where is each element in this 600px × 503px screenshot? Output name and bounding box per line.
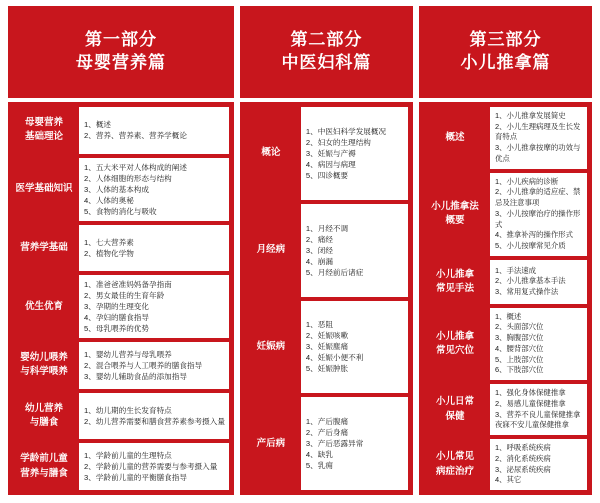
column-2-title-line2: 中医妇科篇 (281, 53, 372, 72)
row-label-line2: 保健 (445, 410, 465, 422)
column-3-body (419, 102, 592, 495)
list-item: 3、妊娠塵痛 (305, 342, 349, 352)
row-label-3-5 (424, 384, 486, 435)
row-label-3-4 (424, 308, 486, 380)
row-label-2-1 (245, 107, 297, 200)
row-label-line2: 与科学喂养 (20, 366, 68, 378)
row-content-3-1 (490, 107, 587, 169)
table-row (245, 301, 408, 394)
column-1-title-line2: 母婴营养篇 (75, 53, 166, 72)
row-label-line1: 优生优育 (24, 300, 63, 312)
row-content-3-4 (490, 308, 587, 380)
table-row (13, 158, 229, 221)
list-item: 2、小儿推拿的适应症、禁忌及注意事项 (494, 187, 581, 208)
row-content-2-2 (301, 204, 408, 297)
row-label-line2: 常见穴位 (435, 344, 474, 356)
row-label-line1: 妊娠病 (256, 340, 286, 352)
row-content-1-2 (79, 158, 229, 221)
column-3-title-line1: 第三部分 (469, 30, 542, 50)
list-item: 3、营养不良儿童保健推拿 (494, 409, 581, 419)
row-content-2-3 (301, 301, 408, 394)
row-label-line1: 小儿日常 (435, 396, 474, 408)
list-item: 5、母乳喂养的优势 (84, 324, 149, 334)
row-content-1-1 (79, 107, 229, 154)
row-label-2-2 (245, 204, 297, 297)
list-item: 1、七大营养素 (84, 237, 134, 247)
list-item: 5、上肢部穴位 (494, 354, 544, 364)
list-item: 1、准爸爸准妈妈备孕指南 (84, 280, 172, 290)
row-content-1-6 (79, 393, 229, 440)
list-item: 4、病因与病理 (305, 159, 356, 169)
list-item: 2、植物化学物 (84, 248, 134, 258)
list-item: 2、易感儿童保健推拿 (494, 398, 566, 408)
table-row (424, 308, 587, 380)
list-item: 4、崩漏 (305, 256, 333, 266)
list-item: 2、痛经 (305, 234, 333, 244)
row-label-line1: 小儿推拿 (435, 268, 474, 280)
row-content-1-4 (79, 275, 229, 338)
row-content-1-5 (79, 342, 229, 389)
column-1-body (8, 102, 234, 495)
list-item: 1、恶阻 (305, 320, 333, 330)
row-label-2-3 (245, 301, 297, 394)
list-item: 1、中医妇科学发展概况 (305, 126, 387, 136)
row-label-1-4 (13, 275, 75, 338)
table-row (424, 107, 587, 169)
column-3-header (419, 6, 592, 98)
row-content-3-3 (490, 260, 587, 304)
list-item: 2、妊娠咳嗽 (305, 331, 349, 341)
list-item: 1、小儿疾病的诊断 (494, 176, 559, 186)
list-item: 5、食物的消化与吸收 (84, 206, 157, 216)
list-item: 3、产后恶露异常 (305, 439, 364, 449)
table-row (13, 342, 229, 389)
list-item: 2、头面部穴位 (494, 322, 544, 332)
row-content-3-5 (490, 384, 587, 435)
list-item: 4、人体的奥秘 (84, 195, 134, 205)
list-item: 6、下肢部穴位 (494, 365, 544, 375)
table-row (13, 393, 229, 440)
list-item: 2、妇女的生理结构 (305, 137, 371, 147)
list-item: 1、手法速成 (494, 265, 537, 275)
row-content-1-3 (79, 225, 229, 272)
table-row (424, 260, 587, 304)
list-item: 5、乳痈 (305, 461, 333, 471)
list-item: 2、产后身痛 (305, 428, 349, 438)
list-item: 3、闭经 (305, 245, 333, 255)
list-item: 1、月经不调 (305, 223, 349, 233)
row-label-1-1 (13, 107, 75, 154)
list-item: 4、缺乳 (305, 450, 333, 460)
row-label-1-2 (13, 158, 75, 221)
list-item: 4、腰背部穴位 (494, 343, 544, 353)
row-label-line2: 基础理论 (24, 131, 63, 143)
table-row (13, 107, 229, 154)
row-label-1-5 (13, 342, 75, 389)
list-item: 1、概述 (494, 311, 522, 321)
row-label-line1: 小儿推拿法 (431, 200, 479, 212)
row-label-1-6 (13, 393, 75, 440)
row-label-line1: 月经病 (256, 244, 286, 255)
list-item: 3、人体的基本构成 (84, 184, 149, 194)
list-item: 3、学龄前儿童的平衡膳食指导 (84, 473, 187, 483)
row-label-1-3 (13, 225, 75, 272)
list-item: 1、学龄前儿童的生理特点 (84, 451, 172, 461)
list-item: 4、其它 (494, 475, 522, 485)
row-content-1-7 (79, 443, 229, 490)
list-item: 5、四诊概要 (305, 170, 349, 180)
column-part-1 (8, 6, 234, 495)
list-item: 1、概述 (84, 120, 112, 130)
column-2-title-line1: 第二部分 (290, 30, 363, 50)
list-item: 3、孕期的生理变化 (84, 302, 149, 312)
list-item: 5、妊娠肿胀 (305, 364, 349, 374)
list-item: 1、产后腹痛 (305, 417, 349, 427)
list-item: 4、推拿补泻的操作形式 (494, 230, 573, 240)
row-label-2-4 (245, 397, 297, 490)
row-content-3-6 (490, 439, 587, 490)
column-1-title-line1: 第一部分 (84, 30, 157, 50)
row-label-line1: 概述 (445, 131, 465, 143)
table-row (245, 107, 408, 200)
list-item: 夜寐不安儿童保健推拿 (494, 420, 569, 430)
column-3-title-line2: 小儿推拿篇 (460, 53, 551, 72)
row-label-3-2 (424, 173, 486, 256)
list-item: 1、强化身体保健推拿 (494, 388, 566, 398)
list-item: 3、小儿推拿按摩的功效与优点 (494, 143, 581, 163)
list-item: 1、呼吸系统疾病 (494, 443, 551, 453)
row-content-2-1 (301, 107, 408, 200)
column-1-header (8, 6, 234, 98)
table-row (13, 225, 229, 272)
list-item: 3、妊娠与产褥 (305, 148, 356, 158)
table-row (424, 439, 587, 490)
list-item: 2、消化系统疾病 (494, 453, 551, 463)
list-item: 2、小儿生理病理及生长发育特点 (494, 121, 581, 142)
list-item: 3、胸腹部穴位 (494, 333, 544, 343)
row-label-line2: 概要 (445, 215, 465, 227)
list-item: 1、婴幼儿营养与母乳喂养 (84, 349, 172, 359)
column-2-body (240, 102, 413, 495)
row-label-3-1 (424, 107, 486, 169)
table-row (13, 275, 229, 338)
table-row (245, 397, 408, 490)
list-item: 2、幼儿营养需要和膳食营养素参考摄入量 (84, 417, 225, 427)
list-item: 2、营养、营养素、营养学概论 (84, 131, 187, 141)
list-item: 2、小儿推拿基本手法 (494, 276, 566, 286)
row-label-line2: 与膳食 (29, 417, 59, 429)
list-item: 2、男女最佳的生育年龄 (84, 291, 165, 301)
row-label-3-6 (424, 439, 486, 490)
list-item: 5、小儿按摩常见介质 (494, 241, 566, 251)
table-row (245, 204, 408, 297)
row-label-line1: 学龄前儿童 (20, 453, 68, 465)
table-row (424, 173, 587, 256)
list-item: 5、月经前后诸症 (305, 267, 364, 277)
row-label-line2: 病症治疗 (435, 465, 474, 477)
row-label-line1: 小儿常见 (435, 451, 474, 463)
list-item: 3、婴幼儿辅助食品的添加指导 (84, 371, 187, 381)
row-label-line1: 产后病 (256, 437, 286, 449)
table-row (13, 443, 229, 490)
list-item: 2、混合喂养与人工喂养的膳食指导 (84, 360, 203, 370)
list-item: 4、妊娠小便不利 (305, 353, 364, 363)
row-label-line1: 医学基础知识 (15, 182, 73, 194)
row-label-line2: 营养与膳食 (20, 467, 68, 479)
column-part-3 (419, 6, 592, 495)
row-label-line1: 婴幼儿喂养 (20, 352, 68, 364)
table-row (424, 384, 587, 435)
list-item: 1、五大米平对人体构成的阐述 (84, 162, 187, 172)
row-content-3-2 (490, 173, 587, 256)
column-2-header (240, 6, 413, 98)
list-item: 3、常用复式操作法 (494, 287, 559, 297)
row-label-3-3 (424, 260, 486, 304)
row-label-line1: 营养学基础 (20, 241, 68, 253)
list-item: 2、学龄前儿童的营养需要与参考摄入量 (84, 462, 218, 472)
row-label-line1: 幼儿营养 (24, 402, 63, 414)
list-item: 2、人体细胞的形态与结构 (84, 173, 172, 183)
row-label-1-7 (13, 443, 75, 490)
list-item: 4、孕妇的膳食指导 (84, 313, 149, 323)
list-item: 1、小儿推拿发展简史 (494, 111, 566, 120)
list-item: 3、泌尿系统疾病 (494, 464, 551, 474)
row-label-line1: 小儿推拿 (435, 330, 474, 342)
row-label-line1: 概论 (261, 147, 281, 159)
row-label-line1: 母婴营养 (24, 117, 63, 129)
list-item: 3、小儿按摩治疗的操作形式 (494, 208, 581, 229)
column-part-2 (240, 6, 413, 495)
list-item: 1、幼儿期的生长发育特点 (84, 406, 172, 416)
row-label-line2: 常见手法 (435, 282, 474, 294)
row-content-2-4 (301, 397, 408, 490)
